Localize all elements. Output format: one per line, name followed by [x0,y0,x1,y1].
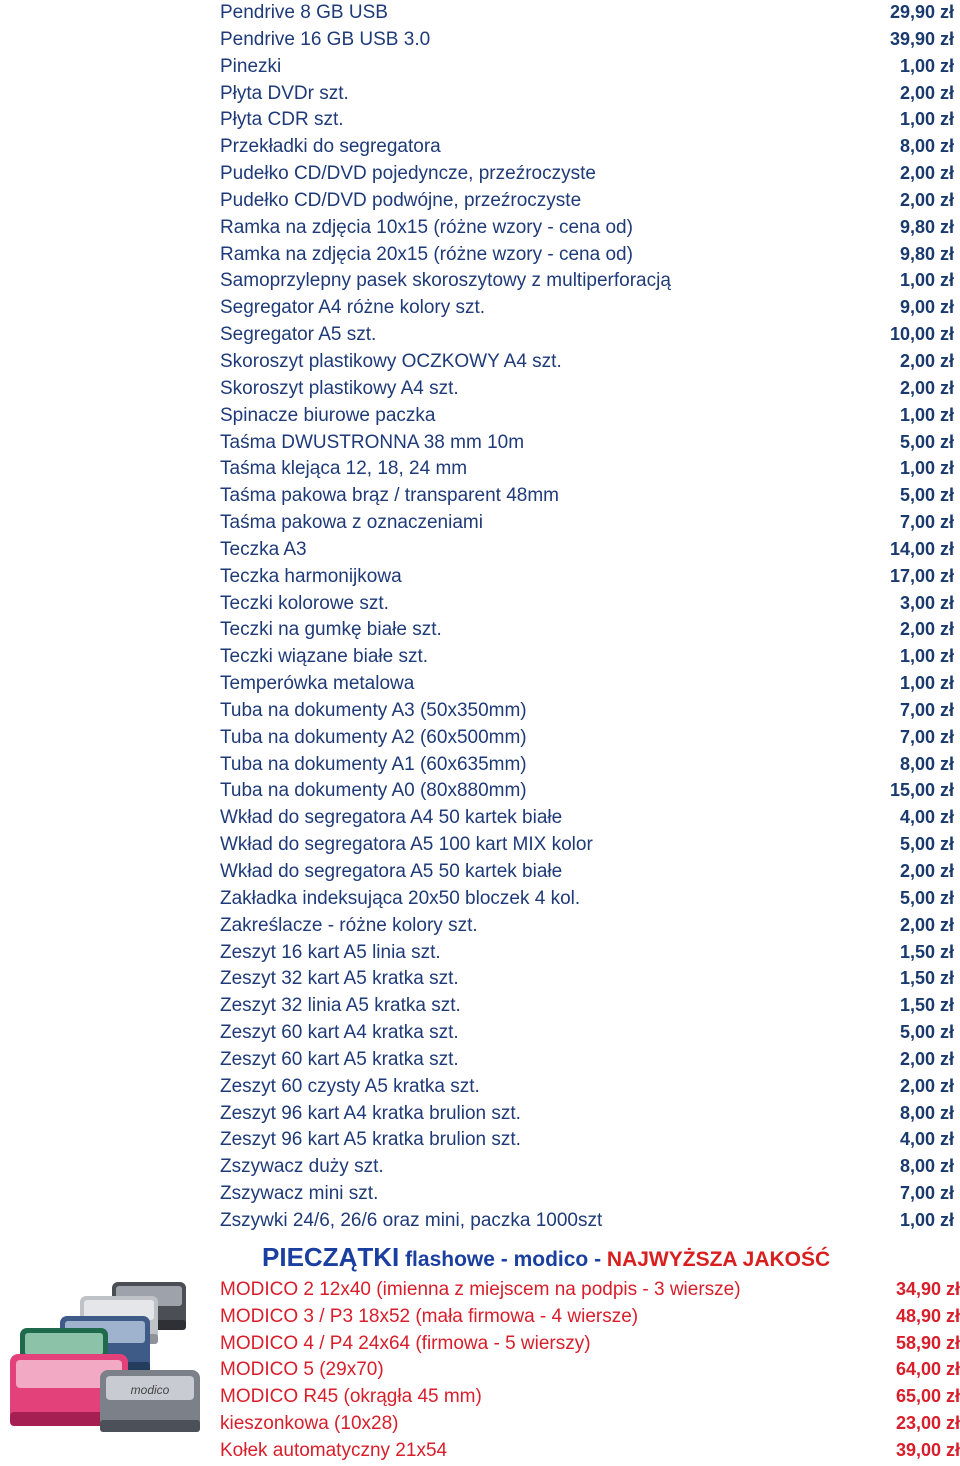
product-price: 39,90 zł [889,28,954,49]
list-item [220,752,954,779]
stamps-price-list [220,1277,960,1465]
list-item [220,617,954,644]
list-item [220,644,954,671]
list-item [220,242,954,269]
list-item [220,1384,960,1411]
product-name: Wkład do segregatora A5 100 kart MIX kolor [220,834,593,856]
product-name: Taśma klejąca 12, 18, 24 mm [220,458,468,480]
product-name: Zszywki 24/6, 26/6 oraz mini, paczka 1000szt [220,1209,603,1231]
product-price: 2,00 zł [899,1075,954,1096]
stamp-name: kieszonkowa (10x28) [220,1412,399,1434]
product-name: Ramka na zdjęcia 20x15 (różne wzory - cena od) [220,243,633,265]
stamp-name: MODICO R45 (okrągła 45 mm) [220,1386,482,1408]
product-price: 17,00 zł [889,565,954,586]
list-item [220,1411,960,1438]
product-price: 2,00 zł [899,189,954,210]
product-name: Skoroszyt plastikowy OCZKOWY A4 szt. [220,350,562,372]
product-name: Zeszyt 96 kart A5 kratka brulion szt. [220,1129,521,1151]
list-item [220,537,954,564]
product-price: 2,00 zł [899,82,954,103]
product-name: Teczki na gumkę białe szt. [220,619,442,641]
product-price: 2,00 zł [899,163,954,184]
list-item [220,1127,954,1154]
product-price: 5,00 zł [899,834,954,855]
product-price: 1,00 zł [899,673,954,694]
banner-title: PIECZĄTKI [262,1242,400,1272]
product-price: 7,00 zł [899,512,954,533]
product-name: Płyta CDR szt. [220,109,344,131]
product-price: 2,00 zł [899,619,954,640]
list-item [220,1101,954,1128]
product-price: 2,00 zł [899,914,954,935]
list-item [220,778,954,805]
product-name: Zeszyt 60 kart A4 kratka szt. [220,1022,459,1044]
product-price: 1,00 zł [899,1209,954,1230]
stamp-price: 39,00 zł [895,1439,960,1460]
list-item [220,430,954,457]
list-item [220,1154,954,1181]
list-item [220,1047,954,1074]
product-name: Teczki wiązane białe szt. [220,646,429,668]
banner-subtitle: flashowe - modico - [399,1248,607,1271]
list-item [220,510,954,537]
list-item [220,886,954,913]
list-item [220,859,954,886]
product-price: 8,00 zł [899,136,954,157]
product-price: 9,80 zł [899,243,954,264]
product-price: 4,00 zł [899,1129,954,1150]
product-name: Tuba na dokumenty A1 (60x635mm) [220,753,527,775]
product-price: 1,00 zł [899,404,954,425]
product-name: Zeszyt 96 kart A4 kratka brulion szt. [220,1102,521,1124]
list-item [220,698,954,725]
product-price: 1,50 zł [899,968,954,989]
stamp-price: 64,00 zł [895,1359,960,1380]
product-name: Tuba na dokumenty A0 (80x880mm) [220,780,527,802]
product-price: 8,00 zł [899,753,954,774]
product-price: 1,00 zł [899,458,954,479]
product-name: Taśma pakowa z oznaczeniami [220,512,483,534]
modico-stamps-photo [0,1270,220,1466]
list-item [220,725,954,752]
list-item [220,913,954,940]
list-item [220,0,954,27]
product-name: Taśma pakowa brąz / transparent 48mm [220,485,559,507]
product-name: Ramka na zdjęcia 10x15 (różne wzory - cena od) [220,216,633,238]
product-name: Zszywacz duży szt. [220,1156,384,1178]
product-price: 5,00 zł [899,887,954,908]
product-price: 1,00 zł [899,109,954,130]
product-price: 9,00 zł [899,297,954,318]
product-price: 2,00 zł [899,1048,954,1069]
product-name: Zeszyt 32 linia A5 kratka szt. [220,995,461,1017]
stamp-price: 48,90 zł [895,1305,960,1326]
product-name: Zszywacz mini szt. [220,1183,379,1205]
banner-quality: NAJWYŻSZA JAKOŚĆ [606,1248,831,1271]
product-name: Tuba na dokumenty A2 (60x500mm) [220,726,527,748]
product-price: 15,00 zł [889,780,954,801]
stamp-name: MODICO 3 / P3 18x52 (mała firmowa - 4 wiersze) [220,1305,639,1327]
product-price: 14,00 zł [889,538,954,559]
stamps-section-banner [262,1242,830,1273]
list-item [220,564,954,591]
product-price: 5,00 zł [899,485,954,506]
list-item [220,322,954,349]
product-name: Temperówka metalowa [220,673,415,695]
product-name: Segregator A4 różne kolory szt. [220,297,486,319]
product-name: Zakładka indeksująca 20x50 bloczek 4 kol. [220,887,581,909]
list-item [220,1438,960,1465]
stamp-name: MODICO 2 12x40 (imienna z miejscem na podpis - 3 wiersze) [220,1279,741,1300]
stamp-price: 34,90 zł [895,1279,960,1299]
stamp-name: MODICO 5 (29x70) [220,1359,384,1381]
list-item [220,376,954,403]
product-price: 7,00 zł [899,699,954,720]
product-name: Płyta DVDr szt. [220,82,349,104]
list-item [220,27,954,54]
product-name: Zeszyt 60 kart A5 kratka szt. [220,1048,459,1070]
product-price: 9,80 zł [899,216,954,237]
product-name: Zeszyt 60 czysty A5 kratka szt. [220,1075,480,1097]
product-price: 2,00 zł [899,861,954,881]
list-item [220,1277,960,1304]
product-price: 1,00 zł [899,270,954,291]
product-price: 1,00 zł [899,55,954,76]
stamp-price: 65,00 zł [895,1386,960,1407]
stamp-price: 23,00 zł [895,1412,960,1433]
list-item [220,993,954,1020]
product-price: 1,00 zł [899,646,954,667]
product-price: 2,00 zł [899,350,954,371]
stamp-price: 58,90 zł [895,1332,960,1353]
product-price: 5,00 zł [899,431,954,452]
product-name: Teczka harmonijkowa [220,565,402,587]
list-item [220,940,954,967]
list-item [220,268,954,295]
product-price: 2,00 zł [899,377,954,398]
list-item [220,1331,960,1358]
stamp-front-grey [100,1370,200,1432]
list-item [220,805,954,832]
product-price-list [220,0,954,1235]
product-name: Wkład do segregatora A4 50 kartek białe [220,807,563,829]
list-item [220,215,954,242]
list-item [220,1208,954,1235]
product-name: Tuba na dokumenty A3 (50x350mm) [220,699,527,721]
stamp-name: MODICO 4 / P4 24x64 (firmowa - 5 wierszy) [220,1332,591,1354]
product-price: 3,00 zł [899,592,954,613]
product-price: 4,00 zł [899,807,954,828]
list-item [220,456,954,483]
product-price: 7,00 zł [899,726,954,747]
product-name: Samoprzylepny pasek skoroszytowy z multiperforacją [220,270,671,292]
list-item [220,966,954,993]
product-name: Teczki kolorowe szt. [220,592,389,614]
list-item [220,188,954,215]
product-price: 10,00 zł [889,324,954,345]
list-item [220,832,954,859]
product-name: Pudełko CD/DVD pojedyncze, przeźroczyste [220,163,596,185]
list-item [220,1074,954,1101]
list-item [220,349,954,376]
product-name: Pendrive 16 GB USB 3.0 [220,28,431,50]
product-price: 7,00 zł [899,1183,954,1204]
product-name: Pinezki [220,55,282,77]
list-item [220,591,954,618]
product-name: Wkład do segregatora A5 50 kartek białe [220,861,563,882]
product-name: Pudełko CD/DVD podwójne, przeźroczyste [220,189,582,211]
product-price: 29,90 zł [889,2,954,22]
product-price: 1,50 zł [899,941,954,962]
list-item [220,54,954,81]
stamp-name: Kołek automatyczny 21x54 [220,1439,448,1461]
list-item [220,134,954,161]
product-name: Zeszyt 16 kart A5 linia szt. [220,941,441,963]
list-item [220,483,954,510]
product-name: Skoroszyt plastikowy A4 szt. [220,377,459,399]
svg-text:modico: modico [130,1383,170,1397]
product-name: Pendrive 8 GB USB [220,2,388,23]
list-item [220,1357,960,1384]
list-item [220,107,954,134]
list-item [220,1304,960,1331]
list-item [220,161,954,188]
product-name: Teczka A3 [220,538,307,560]
product-price: 8,00 zł [899,1156,954,1177]
product-name: Spinacze biurowe paczka [220,404,436,426]
list-item [220,1020,954,1047]
product-price: 8,00 zł [899,1102,954,1123]
product-name: Zeszyt 32 kart A5 kratka szt. [220,968,459,990]
product-name: Przekładki do segregatora [220,136,441,158]
list-item [220,295,954,322]
list-item [220,81,954,108]
list-item [220,403,954,430]
product-price: 1,50 zł [899,995,954,1016]
product-price: 5,00 zł [899,1022,954,1043]
product-name: Taśma DWUSTRONNA 38 mm 10m [220,431,525,453]
list-item [220,1181,954,1208]
product-name: Zakreślacze - różne kolory szt. [220,914,478,936]
product-name: Segregator A5 szt. [220,324,377,346]
list-item [220,671,954,698]
